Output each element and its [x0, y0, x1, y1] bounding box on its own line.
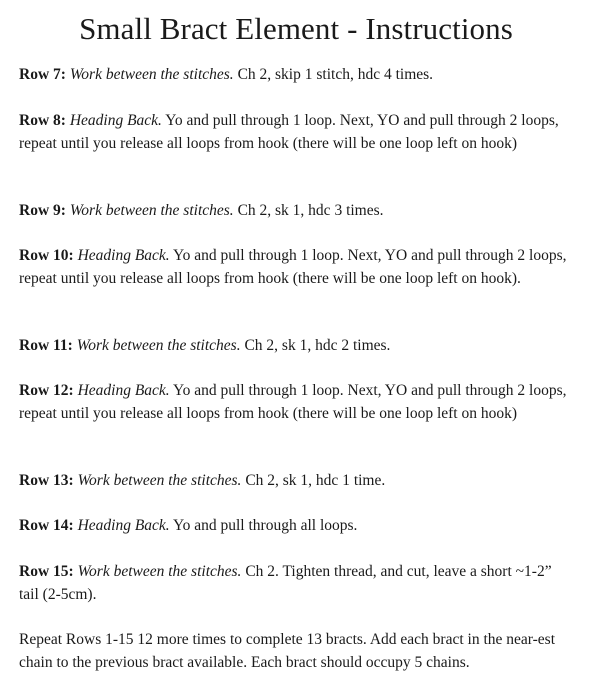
- row-9-instruction: [19, 200, 573, 223]
- row-label: Row 10:: [19, 247, 74, 264]
- row-direction: Heading Back.: [77, 382, 170, 399]
- row-13-instruction: [19, 470, 573, 493]
- page-title: Small Bract Element - Instructions: [79, 11, 513, 46]
- row-12-instruction: [19, 380, 573, 425]
- row-15-instruction: [19, 561, 573, 606]
- row-direction: Work between the stitches.: [77, 472, 242, 489]
- row-direction: Heading Back.: [77, 247, 170, 264]
- row-text: Ch 2, sk 1, hdc 3 times.: [233, 202, 384, 219]
- row-text: Ch 2. Tighten thread, and cut, leave a short ~1-2” tail (2-5cm).: [19, 563, 552, 603]
- row-14-instruction: [19, 515, 573, 538]
- row-direction: Work between the stitches.: [76, 337, 241, 354]
- row-label: Row 7:: [19, 66, 66, 83]
- row-label: Row 13:: [19, 472, 74, 489]
- row-direction: Work between the stitches.: [69, 202, 234, 219]
- row-text: Yo and pull through 1 loop. Next, YO and pull through 2 loops, repeat until you release all loops from hook (there will be one loop left on hook): [19, 382, 567, 422]
- row-text: Yo and pull through all loops.: [169, 517, 358, 534]
- row-direction: Work between the stitches.: [77, 563, 242, 580]
- row-label: Row 11:: [19, 337, 73, 354]
- row-text: Ch 2, sk 1, hdc 2 times.: [240, 337, 391, 354]
- row-7-instruction: [19, 64, 573, 87]
- row-direction: Heading Back.: [77, 517, 170, 534]
- row-text: Yo and pull through 1 loop. Next, YO and pull through 2 loops, repeat until you release all loops from hook (there will be one loop left on hook).: [19, 247, 567, 287]
- row-label: Row 8:: [19, 112, 66, 129]
- row-label: Row 9:: [19, 202, 66, 219]
- row-label: Row 14:: [19, 517, 74, 534]
- row-label: Row 12:: [19, 382, 74, 399]
- row-label: Row 15:: [19, 563, 74, 580]
- row-10-instruction: [19, 245, 573, 290]
- row-direction: Work between the stitches.: [69, 66, 234, 83]
- row-text: Ch 2, skip 1 stitch, hdc 4 times.: [233, 66, 434, 83]
- row-direction: Heading Back.: [69, 112, 162, 129]
- row-text: Ch 2, sk 1, hdc 1 time.: [241, 472, 386, 489]
- row-11-instruction: [19, 335, 573, 358]
- row-8-instruction: [19, 110, 573, 155]
- row-text: Yo and pull through 1 loop. Next, YO and pull through 2 loops, repeat until you release all loops from hook (there will be one loop left on hook): [19, 112, 559, 152]
- repeat-instruction: Repeat Rows 1-15 12 more times to complete 13 bracts. Add each bract in the near-est chain to the previous bract available. Each bract should occupy 5 chains.: [19, 631, 555, 671]
